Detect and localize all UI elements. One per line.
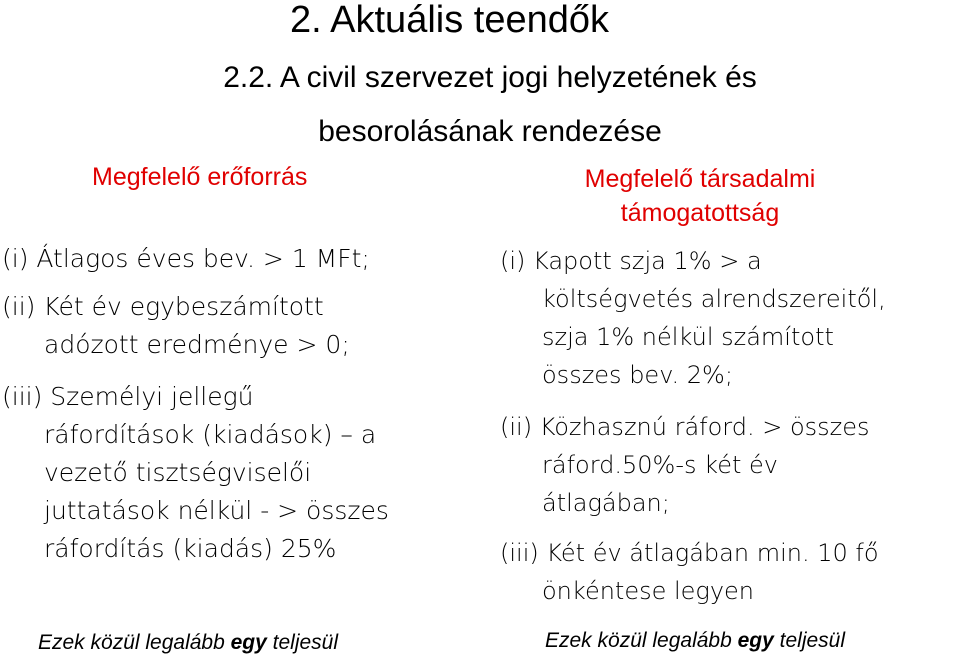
left-column-heading: Megfelelő erőforrás xyxy=(92,163,308,191)
right-item-3-line: önkéntese legyen xyxy=(542,577,755,605)
left-footer-bold: egy xyxy=(230,631,267,654)
slide-subtitle-line1: 2.2. A civil szervezet jogi helyzetének és xyxy=(223,61,757,94)
slide-subtitle-line2: besorolásának rendezése xyxy=(318,115,662,148)
right-column-heading-line1: Megfelelő társadalmi xyxy=(584,165,816,193)
left-item-3-line: vezető tisztségviselői xyxy=(44,458,312,487)
right-item-3-line: (iii) Két év átlagában min. 10 fő xyxy=(500,539,879,567)
left-item-2-line: (ii) Két év egybeszámított xyxy=(2,292,324,321)
slide-title: 2. Aktuális teendők xyxy=(290,0,609,41)
right-item-1-line: szja 1% nélkül számított xyxy=(542,323,834,351)
left-item-3-line: (iii) Személyi jellegű xyxy=(2,382,254,411)
right-column-heading-line2: támogatottság xyxy=(620,199,780,227)
left-footer-pre: Ezek közül legalább xyxy=(38,631,231,654)
right-item-2-line: ráford.50%-s két év xyxy=(542,451,778,479)
left-item-3-line: juttatások nélkül - > összes xyxy=(44,496,389,525)
right-footer-post: teljesül xyxy=(773,629,846,652)
left-footer xyxy=(38,628,338,658)
right-footer-pre: Ezek közül legalább xyxy=(545,629,738,652)
right-footer xyxy=(545,626,845,656)
left-item-1-line: (i) Átlagos éves bev. > 1 MFt; xyxy=(2,244,370,273)
left-item-2-line: adózott eredménye > 0; xyxy=(44,330,350,359)
right-item-3 xyxy=(500,534,879,610)
right-item-1 xyxy=(500,242,886,394)
right-item-1-line: összes bev. 2%; xyxy=(542,361,733,389)
right-item-2-line: (ii) Közhasznú ráford. > összes xyxy=(500,413,870,441)
left-item-3-line: ráfordítások (kiadások) – a xyxy=(44,420,377,449)
left-item-3 xyxy=(2,378,389,568)
left-item-3-line: ráfordítás (kiadás) 25% xyxy=(44,534,337,563)
left-footer-post: teljesül xyxy=(266,631,339,654)
right-item-2-line: átlagában; xyxy=(542,489,670,517)
right-item-1-line: költségvetés alrendszereitől, xyxy=(542,285,886,313)
left-item-2 xyxy=(2,288,350,364)
right-item-2 xyxy=(500,408,870,522)
left-item-1 xyxy=(2,240,370,278)
right-item-1-line: (i) Kapott szja 1% > a xyxy=(500,247,762,275)
right-footer-bold: egy xyxy=(737,629,774,652)
